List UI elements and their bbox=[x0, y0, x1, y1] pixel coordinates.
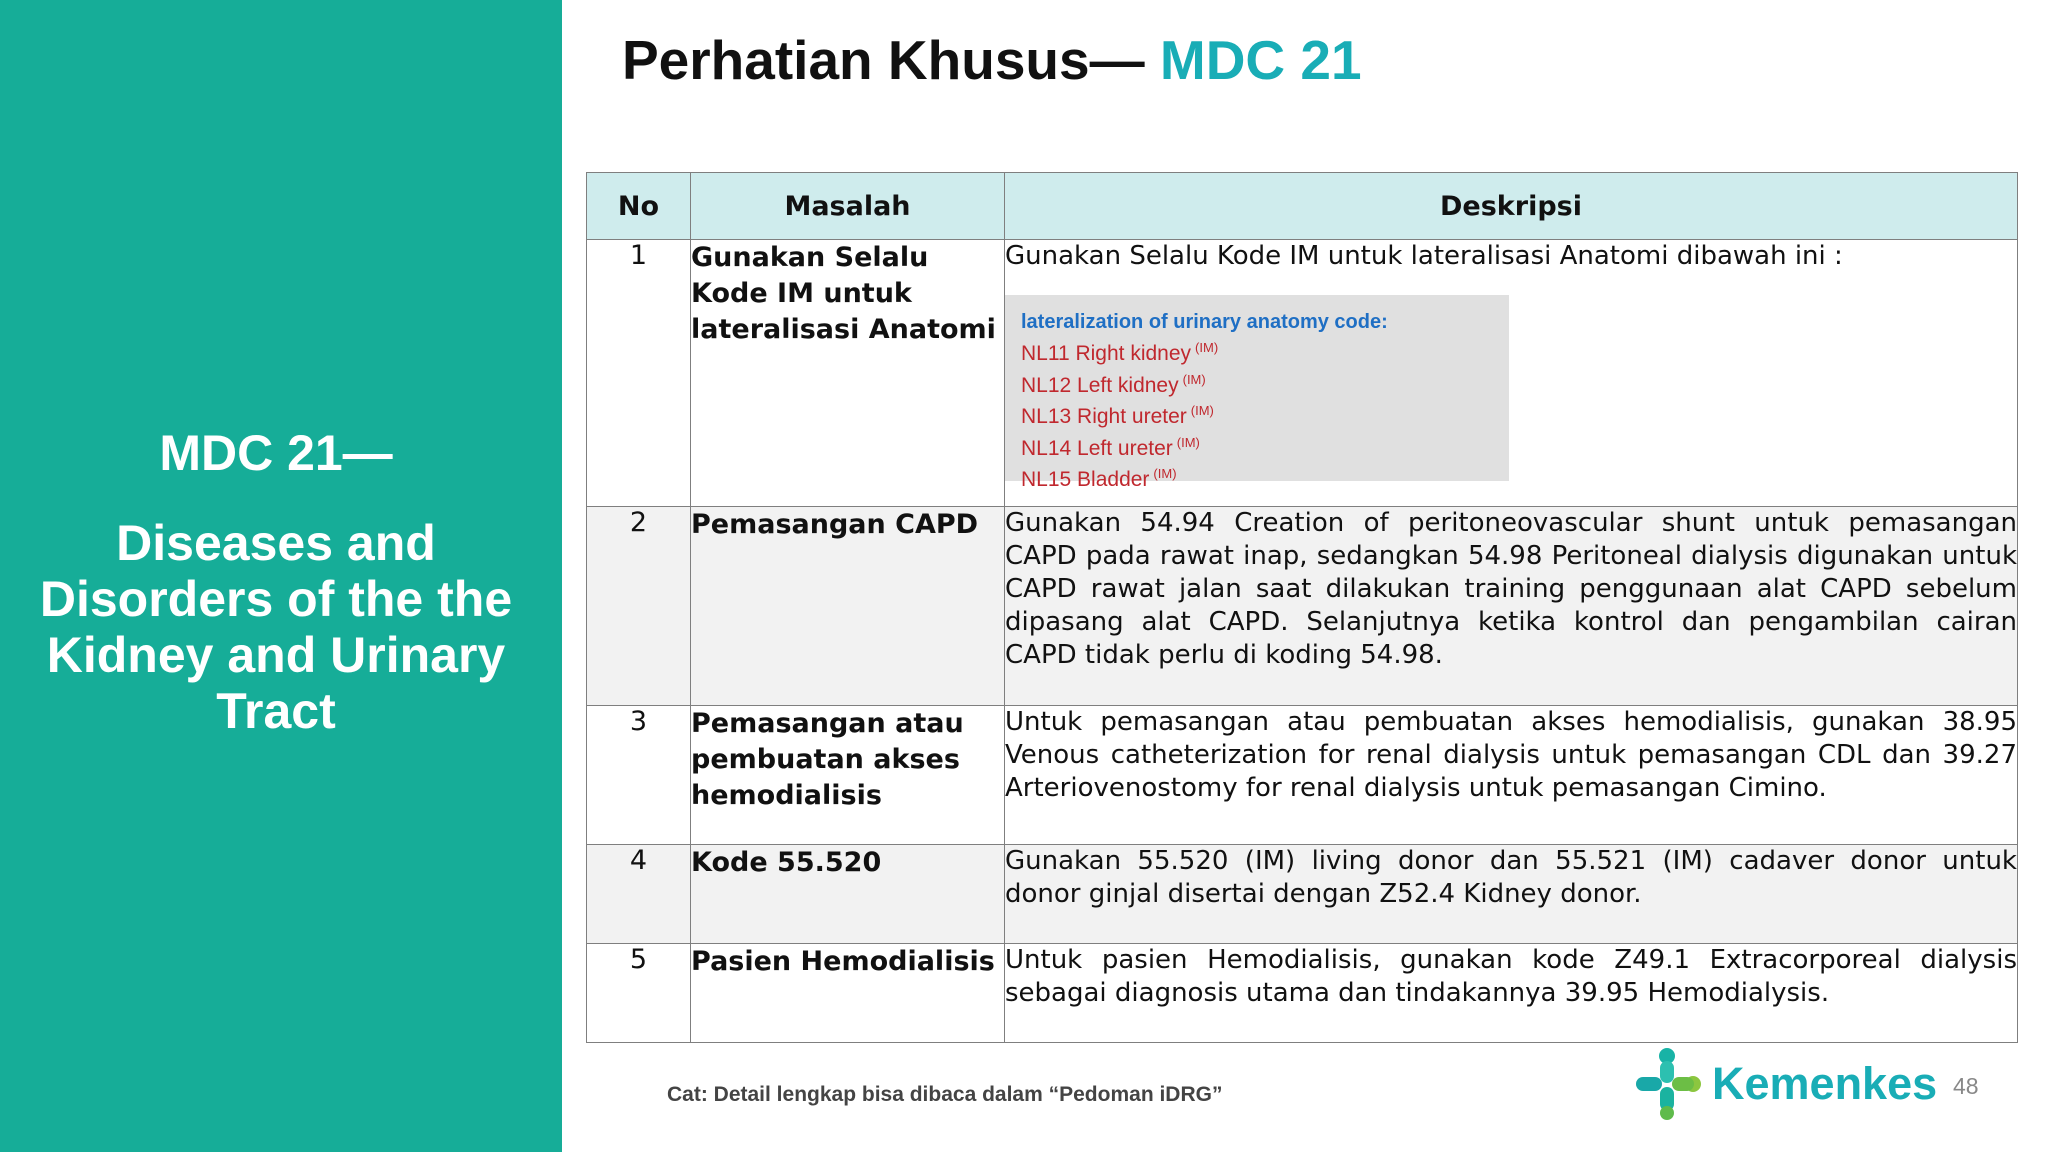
row-deskripsi: Gunakan 55.520 (IM) living donor dan 55.521 (IM) cadaver donor untuk donor ginjal disertai dengan Z52.4 Kidney donor. bbox=[1005, 845, 2018, 944]
row-masalah: Pemasangan CAPD bbox=[691, 507, 1005, 706]
title-prefix: Perhatian Khusus— bbox=[622, 29, 1160, 91]
code-item: NL11 Right kidney $^{(IM)}$ bbox=[1021, 340, 1219, 365]
table-row bbox=[587, 507, 2018, 706]
mdc-code: MDC 21— bbox=[159, 425, 393, 481]
sidebar-heading bbox=[0, 425, 552, 739]
row-deskripsi: Gunakan 54.94 Creation of peritoneovascular shunt untuk pemasangan CAPD pada rawat inap, sedangkan 54.98 Peritoneal dialysis digunakan untuk CAPD rawat jalan saat dilakukan training penggunaan alat CAPD sebelum dipasang alat CAPD. Selanjutnya ketika kontrol dan pengambilan cairan CAPD tidak perlu di koding 54.98. bbox=[1005, 507, 2018, 706]
row-deskripsi: Untuk pasien Hemodialisis, gunakan kode Z49.1 Extracorporeal dialysis sebagai diagnosis utama dan tindakannya 39.95 Hemodialysis. bbox=[1005, 944, 2018, 1043]
row-number: 3 bbox=[587, 706, 691, 845]
row-deskripsi: Untuk pemasangan atau pembuatan akses hemodialisis, gunakan 38.95 Venous catheterization for renal dialysis untuk pemasangan CDL dan 39.27 Arteriovenostomy for renal dialysis untuk pemasangan Cimino. bbox=[1005, 706, 2018, 845]
brand-name: Kemenkes bbox=[1712, 1058, 1938, 1109]
header-no: No bbox=[587, 173, 691, 240]
row-masalah: Kode 55.520 bbox=[691, 845, 1005, 944]
title-accent: MDC 21 bbox=[1159, 29, 1362, 91]
row-number: 1 bbox=[587, 240, 691, 507]
mdc-title: Diseases and Disorders of the the Kidney and Urinary Tract bbox=[39, 515, 513, 739]
code-item: NL14 Left ureter $^{(IM)}$ bbox=[1021, 434, 1200, 460]
row-masalah: Pasien Hemodialisis bbox=[691, 944, 1005, 1043]
row-deskripsi-text: Gunakan Selalu Kode IM untuk lateralisasi Anatomi dibawah ini : bbox=[1005, 241, 1843, 271]
header-deskripsi: Deskripsi bbox=[1005, 173, 2018, 240]
row-deskripsi bbox=[1005, 240, 2018, 507]
row-number: 5 bbox=[587, 944, 691, 1043]
code-item: NL15 Bladder $^{(IM)}$ bbox=[1021, 466, 1177, 491]
code-box-heading: lateralization of urinary anatomy code: bbox=[1021, 311, 1388, 333]
sidebar-panel bbox=[0, 0, 562, 1152]
table-header-row bbox=[587, 173, 2018, 240]
code-item: NL12 Left kidney $^{(IM)}$ bbox=[1021, 371, 1206, 397]
footnote: Cat: Detail lengkap bisa dibaca dalam “Pedoman iDRG” bbox=[667, 1083, 1223, 1106]
issues-table bbox=[586, 172, 2018, 1043]
lateralization-code-box bbox=[1005, 295, 1509, 491]
code-item: NL13 Right ureter $^{(IM)}$ bbox=[1021, 403, 1214, 428]
header-masalah: Masalah bbox=[691, 173, 1005, 240]
page-title bbox=[622, 28, 1362, 92]
table-row bbox=[587, 240, 2018, 507]
kemenkes-logo-icon bbox=[1632, 1047, 1702, 1121]
row-number: 4 bbox=[587, 845, 691, 944]
table-row bbox=[587, 845, 2018, 944]
table-row bbox=[587, 944, 2018, 1043]
row-masalah: Pemasangan atau pembuatan akses hemodialisis bbox=[691, 706, 1005, 845]
page-number: 48 bbox=[1953, 1073, 1979, 1099]
row-number: 2 bbox=[587, 507, 691, 706]
row-masalah: Gunakan Selalu Kode IM untuk lateralisasi Anatomi bbox=[691, 240, 1005, 507]
table-row bbox=[587, 706, 2018, 845]
